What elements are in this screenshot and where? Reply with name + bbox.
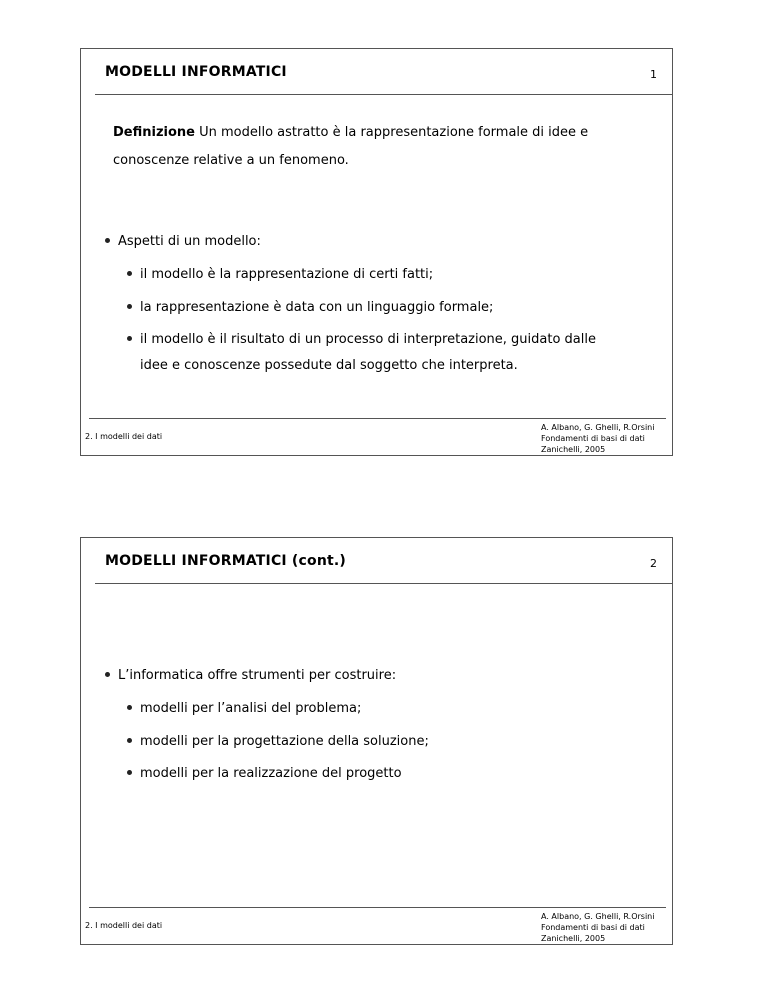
bullet-dot [127,770,132,775]
slide-title: MODELLI INFORMATICI [105,64,287,80]
footer-authors: A. Albano, G. Ghelli, R.Orsini [541,912,655,921]
footer-authors: A. Albano, G. Ghelli, R.Orsini [541,423,655,432]
slide-number: 2 [650,557,657,570]
footer-divider [89,418,666,419]
definition-label: Definizione [113,125,195,140]
footer-divider [89,907,666,908]
sub-bullet-continuation: idee e conoscenze possedute dal soggetto che interpreta. [140,358,518,373]
definition-line-2: conoscenze relative a un fenomeno. [113,153,349,168]
definition-line-1: Definizione Un modello astratto è la rappresentazione formale di idee e [113,125,589,140]
main-bullet: Aspetti di un modello: [105,234,261,249]
footer-book: Fondamenti di basi di dati [541,434,645,443]
footer-chapter: 2. I modelli dei dati [85,432,163,441]
bullet-dot [127,304,132,309]
sub-bullet: il modello è il risultato di un processo di interpretazione, guidato dalle [127,332,596,347]
sub-bullet: modelli per l’analisi del problema; [127,701,361,716]
footer-publisher: Zanichelli, 2005 [541,934,606,943]
slide-1 [80,48,673,456]
slide-2 [80,537,673,945]
title-divider [95,583,672,584]
sub-bullet: modelli per la progettazione della soluzione; [127,734,429,749]
sub-bullet: la rappresentazione è data con un linguaggio formale; [127,300,493,315]
footer-book: Fondamenti di basi di dati [541,923,645,932]
bullet-dot [127,738,132,743]
footer-publisher: Zanichelli, 2005 [541,445,606,454]
bullet-dot [105,672,110,677]
bullet-dot [127,705,132,710]
sub-bullet: il modello è la rappresentazione di certi fatti; [127,267,433,282]
footer-chapter: 2. I modelli dei dati [85,921,163,930]
slide-title: MODELLI INFORMATICI (cont.) [105,553,347,569]
slide-number: 1 [650,68,657,81]
footer-credits [541,911,654,944]
bullet-dot [127,336,132,341]
sub-bullet: modelli per la realizzazione del progetto [127,766,402,781]
bullet-dot [105,238,110,243]
main-bullet: L’informatica offre strumenti per costruire: [105,668,396,683]
title-divider [95,94,672,95]
footer-credits [541,422,654,455]
bullet-dot [127,271,132,276]
